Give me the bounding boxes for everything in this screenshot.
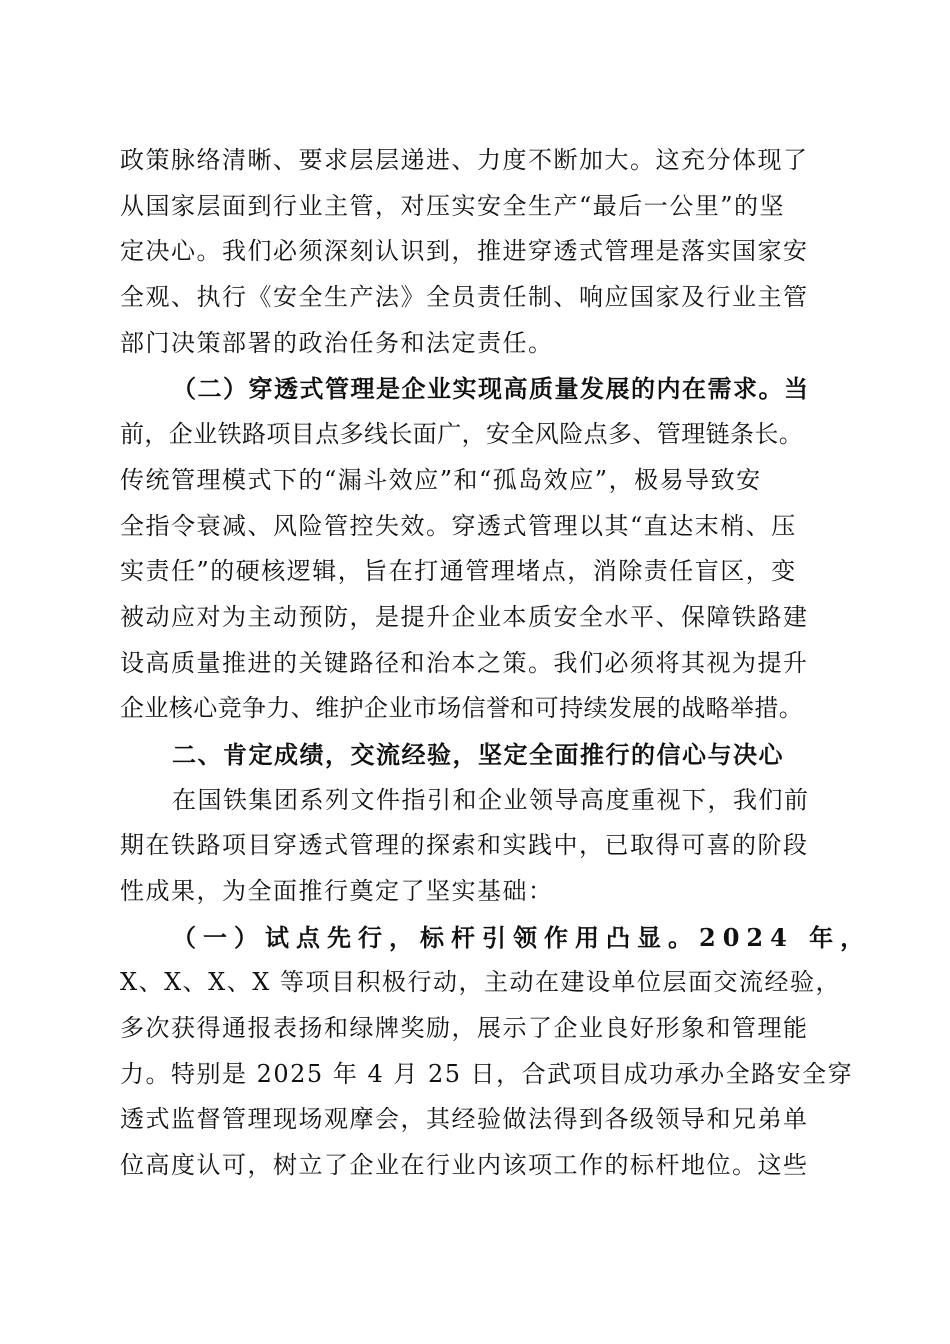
subheading-line-2: （一）试点先行，标杆引领作用凸显。2024 年， — [172, 922, 872, 952]
body-line-1: 政策脉络清晰、要求层层递进、力度不断加大。这充分体现了 — [120, 146, 809, 174]
section-heading: 二、肯定成绩，交流经验，坚定全面推行的信心与决心 — [172, 739, 784, 769]
body-line-3: 定决心。我们必须深刻认识到，推进穿透式管理是落实国家安 — [120, 237, 809, 266]
body-line-9: 实责任”的硬核逻辑，旨在打通管理堵点，消除责任盲区，变 — [120, 557, 797, 586]
body-line-10: 被动应对为主动预防，是提升企业本质安全水平、保障铁路建 — [120, 602, 809, 631]
body-line-19: 透式监督管理现场观摩会，其经验做法得到各级领导和兄弟单 — [120, 1105, 809, 1134]
document-body — [120, 138, 872, 1189]
body-line-18: 力。特别是 2025 年 4 月 25 日，合武项目成功承办全路安全穿 — [120, 1059, 854, 1088]
body-line-17: 多次获得通报表扬和绿牌奖励，展示了企业良好形象和管理能 — [120, 1014, 809, 1043]
body-line-2: 从国家层面到行业主管，对压实安全生产“最后一公里”的坚 — [120, 191, 786, 220]
body-line-5: 部门决策部署的政治任务和法定责任。 — [120, 328, 554, 357]
body-line-13: 在国铁集团系列文件指引和企业领导高度重视下，我们前 — [172, 785, 810, 814]
body-line-16: X、X、X、X 等项目积极行动，主动在建设单位层面交流经验， — [120, 968, 841, 997]
subheading-line-1: （二）穿透式管理是企业实现高质量发展的内在需求。当 — [172, 374, 810, 404]
body-line-11: 设高质量推进的关键路径和治本之策。我们必须将其视为提升 — [120, 648, 809, 677]
body-line-6: 前，企业铁路项目点多线长面广，安全风险点多、管理链条长。 — [120, 420, 804, 449]
body-line-12: 企业核心竞争力、维护企业市场信誉和可持续发展的战略举措。 — [120, 694, 804, 723]
body-line-15: 性成果，为全面推行奠定了坚实基础： — [120, 877, 554, 905]
body-line-14: 期在铁路项目穿透式管理的探索和实践中，已取得可喜的阶段 — [120, 831, 809, 860]
body-line-20: 位高度认可，树立了企业在行业内该项工作的标杆地位。这些 — [120, 1151, 809, 1180]
body-line-4: 全观、执行《安全生产法》全员责任制、响应国家及行业主管 — [120, 283, 809, 312]
body-line-8: 全指令衰减、风险管控失效。穿透式管理以其“直达末梢、压 — [120, 511, 797, 540]
body-line-7: 传统管理模式下的“漏斗效应”和“孤岛效应”，极易导致安 — [120, 465, 762, 494]
